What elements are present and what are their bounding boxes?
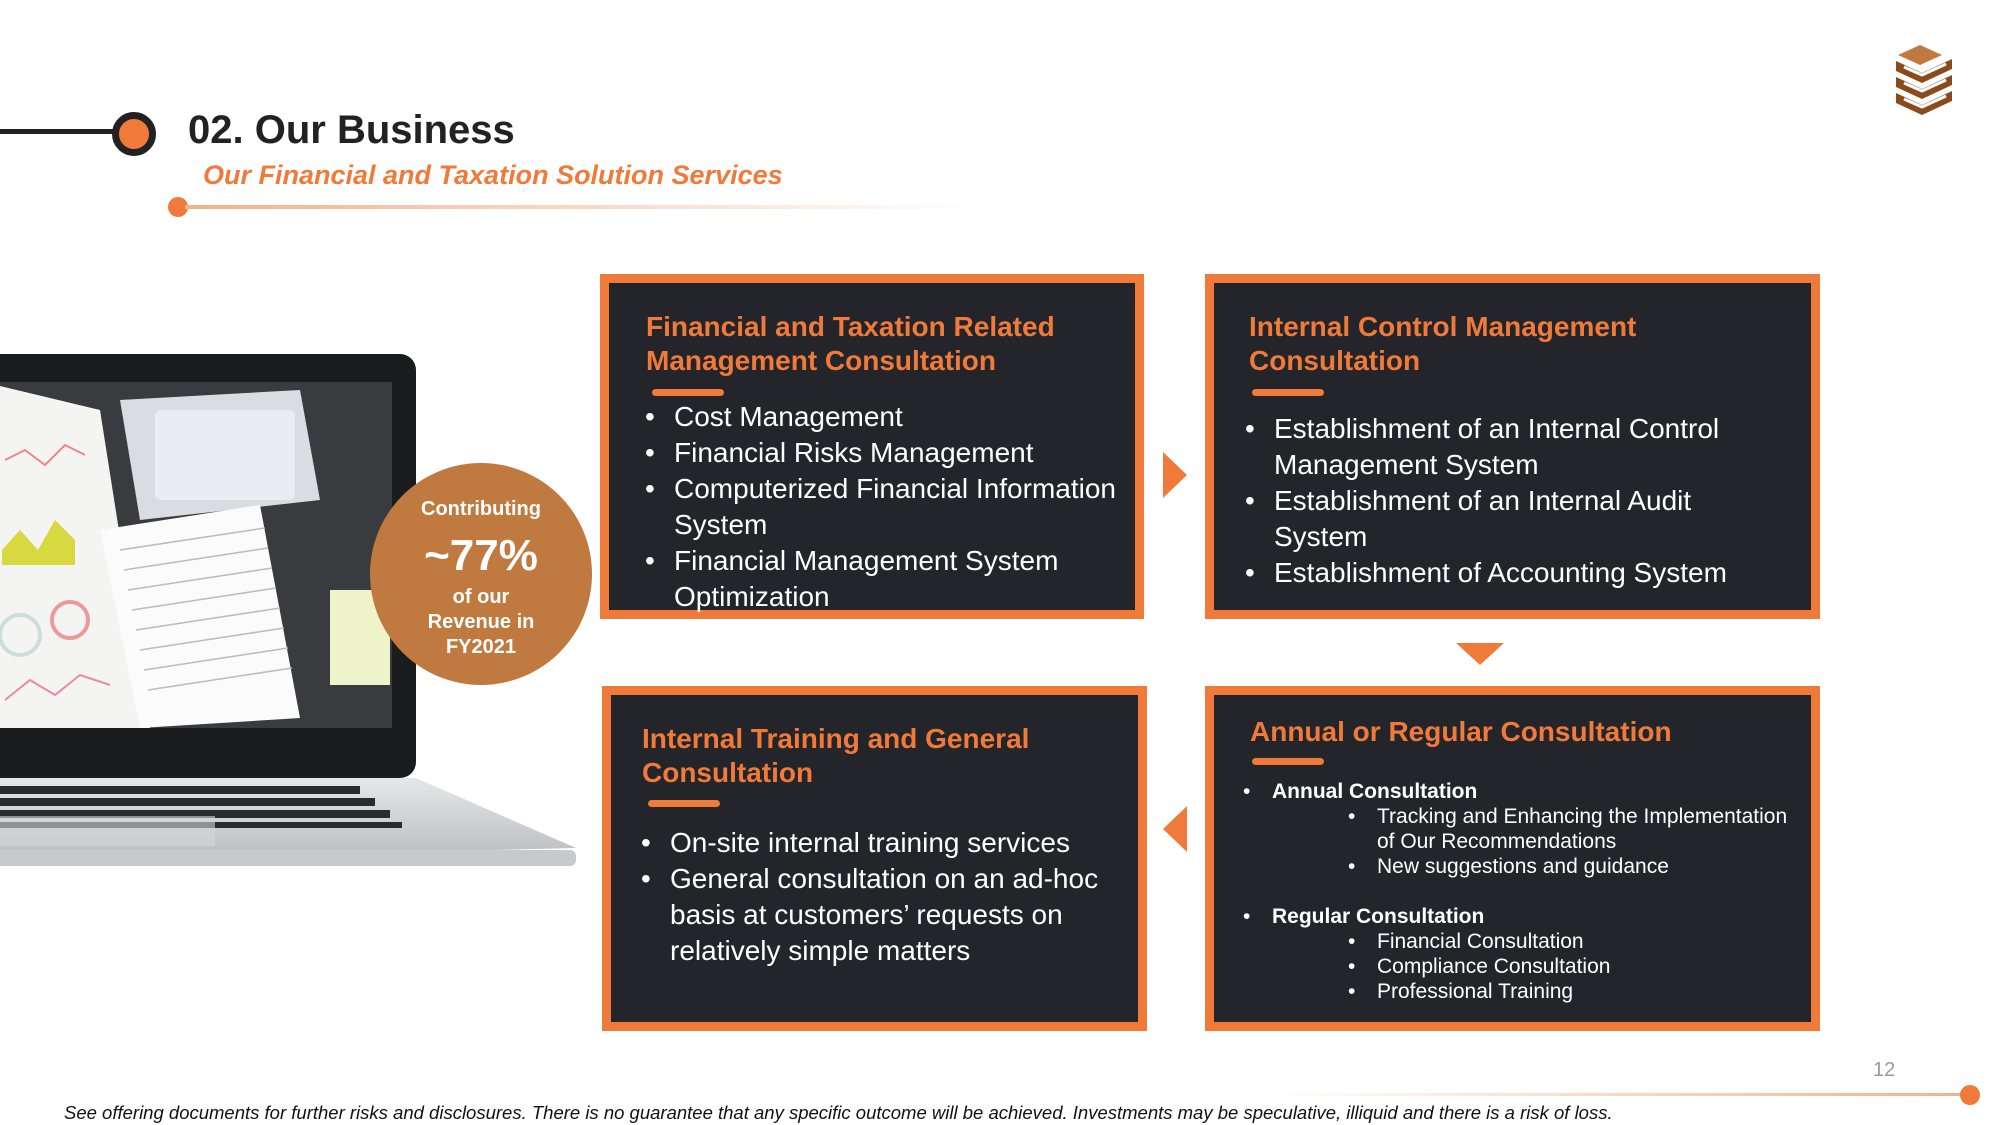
page-number: 12 bbox=[1873, 1059, 1896, 1081]
list-item: • On-site internal training services bbox=[641, 825, 1111, 861]
service-list bbox=[645, 399, 1125, 615]
list-item: • Financial Risks Management bbox=[645, 435, 1125, 471]
group-heading: Regular Consultation bbox=[1272, 905, 1485, 928]
title-underline bbox=[1252, 389, 1324, 396]
list-item bbox=[1243, 904, 1803, 1004]
list-item: • Establishment of an Internal Control Management System bbox=[1245, 411, 1785, 483]
service-box-title: Annual or Regular Consultation bbox=[1250, 716, 1672, 747]
list-item: • Cost Management bbox=[645, 399, 1125, 435]
disclaimer-text: See offering documents for further risks and disclosures. There is no guarantee that any specific outcome will be achieved. Investments may be speculative, illiquid and there is a risk of loss. bbox=[64, 1102, 1613, 1123]
subtitle-divider bbox=[185, 205, 975, 209]
list-subitem: • New suggestions and guidance bbox=[1348, 854, 1803, 879]
arrow-down-icon bbox=[1456, 643, 1504, 665]
group-heading: Annual Consultation bbox=[1272, 780, 1478, 803]
service-box-title: Financial and Taxation Related Management Consultation bbox=[646, 311, 1055, 376]
list-subitem: • Compliance Consultation bbox=[1348, 954, 1803, 979]
revenue-badge bbox=[370, 463, 592, 685]
page-subtitle: Our Financial and Taxation Solution Services bbox=[203, 160, 783, 190]
arrow-right-icon bbox=[1163, 452, 1187, 498]
list-subitem: • Financial Consultation bbox=[1348, 929, 1803, 954]
service-list bbox=[1243, 779, 1803, 1004]
service-list bbox=[641, 825, 1111, 969]
list-item: • Establishment of Accounting System bbox=[1245, 555, 1785, 591]
list-item: • Computerized Financial Information System bbox=[645, 471, 1125, 543]
service-box-title: Internal Training and General Consultation bbox=[642, 723, 1030, 788]
header-dot-icon bbox=[112, 112, 156, 156]
title-underline bbox=[1252, 758, 1324, 765]
revenue-badge-label: Contributing bbox=[421, 498, 541, 520]
list-subitem: • Tracking and Enhancing the Implementation of Our Recommendations bbox=[1348, 804, 1803, 854]
title-underline bbox=[648, 800, 720, 807]
list-item: • Establishment of an Internal Audit System bbox=[1245, 483, 1785, 555]
list-item: • General consultation on an ad-hoc basis at customers’ requests on relatively simple matters bbox=[641, 861, 1111, 969]
revenue-badge-caption: of our Revenue in FY2021 bbox=[427, 586, 535, 658]
service-box-title: Internal Control Management Consultation bbox=[1249, 311, 1637, 376]
company-logo-icon bbox=[1890, 45, 1958, 117]
list-item: • Financial Management System Optimization bbox=[645, 543, 1125, 615]
service-list bbox=[1245, 411, 1785, 591]
revenue-badge-value: ~77% bbox=[424, 531, 538, 580]
list-subitem: • Professional Training bbox=[1348, 979, 1803, 1004]
footer-divider bbox=[1270, 1093, 1970, 1096]
footer-dot-icon bbox=[1960, 1085, 1980, 1105]
page-title: 02. Our Business bbox=[188, 108, 515, 152]
title-underline bbox=[652, 389, 724, 396]
arrow-left-icon bbox=[1163, 806, 1187, 852]
list-item bbox=[1243, 779, 1803, 879]
header-line bbox=[0, 129, 120, 134]
